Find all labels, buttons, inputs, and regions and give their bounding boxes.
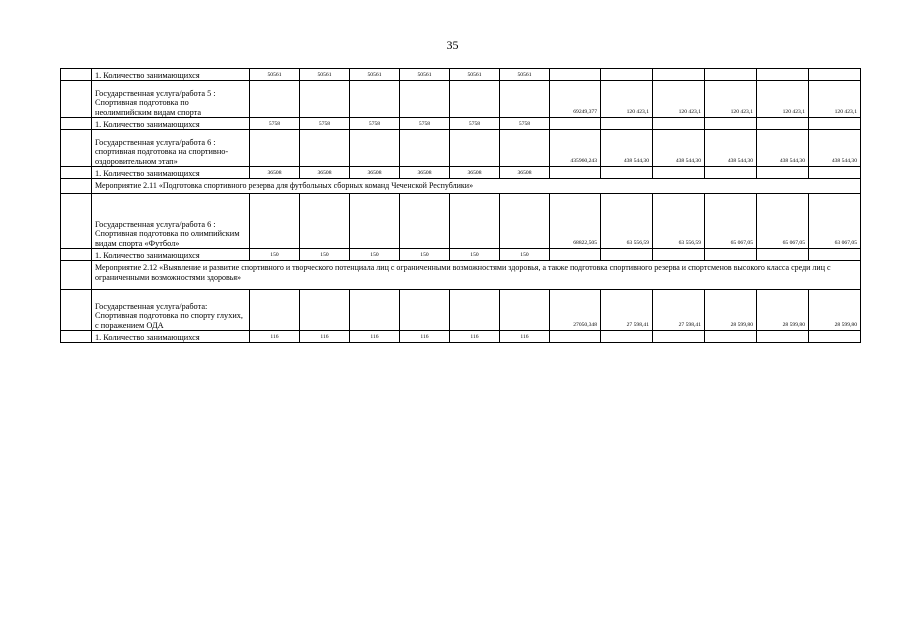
empty-cell <box>809 331 861 343</box>
participant-count-cell: 36508 <box>350 167 400 179</box>
participant-count-cell: 116 <box>250 331 300 343</box>
funding-amount-cell: 120 423,1 <box>809 81 861 118</box>
participant-count-cell: 36508 <box>500 167 550 179</box>
empty-cell <box>601 249 653 261</box>
empty-cell <box>705 249 757 261</box>
empty-cell <box>400 290 450 331</box>
funding-amount-cell: 438 544,30 <box>809 130 861 167</box>
funding-amount-cell: 28 599,80 <box>809 290 861 331</box>
row-index-cell <box>61 167 92 179</box>
funding-amount-cell: 438 544,30 <box>757 130 809 167</box>
participant-count-cell: 150 <box>300 249 350 261</box>
participant-count-cell: 5758 <box>400 118 450 130</box>
empty-cell <box>500 194 550 249</box>
funding-amount-cell: 438 544,30 <box>601 130 653 167</box>
empty-cell <box>550 249 601 261</box>
empty-cell <box>400 130 450 167</box>
table-row <box>61 130 861 167</box>
funding-amount-cell: 63 556,59 <box>653 194 705 249</box>
funding-amount-cell: 120 423,1 <box>601 81 653 118</box>
funding-amount-cell: 120 423,1 <box>757 81 809 118</box>
row-index-cell <box>61 331 92 343</box>
participant-count-cell: 36508 <box>250 167 300 179</box>
row-index-cell <box>61 81 92 118</box>
funding-amount-cell: 63 556,59 <box>601 194 653 249</box>
row-index-cell <box>61 130 92 167</box>
participant-count-cell: 150 <box>350 249 400 261</box>
row-index-cell <box>61 179 92 194</box>
empty-cell <box>450 130 500 167</box>
participant-count-cell: 5758 <box>450 118 500 130</box>
participant-count-cell: 150 <box>500 249 550 261</box>
empty-cell <box>550 167 601 179</box>
empty-cell <box>757 69 809 81</box>
row-index-cell <box>61 290 92 331</box>
empty-cell <box>705 69 757 81</box>
participant-count-cell: 116 <box>350 331 400 343</box>
service-label-cell: Государственная услуга/работа 5 : Спортивная подготовка по неолимпийским видам спорта <box>92 81 250 118</box>
funding-amount-cell: 435960,243 <box>550 130 601 167</box>
table-row <box>61 69 861 81</box>
row-index-cell <box>61 194 92 249</box>
empty-cell <box>250 81 300 118</box>
participant-count-cell: 5758 <box>250 118 300 130</box>
event-title-cell: Мероприятие 2.12 «Выявление и развитие спортивного и творческого потенциала лиц с ограниченными возможностями здоровья, а также подготовка спортивного резерва и спортсменов высокого класса среди лиц с ограниченными возможностями здоровья» <box>92 261 861 290</box>
table-row <box>61 249 861 261</box>
participant-count-cell: 50561 <box>300 69 350 81</box>
funding-amount-cell: 438 544,30 <box>705 130 757 167</box>
empty-cell <box>601 167 653 179</box>
empty-cell <box>809 118 861 130</box>
empty-cell <box>601 118 653 130</box>
empty-cell <box>550 69 601 81</box>
page-number: 35 <box>446 38 459 52</box>
table-row <box>61 118 861 130</box>
empty-cell <box>250 194 300 249</box>
row-index-cell <box>61 249 92 261</box>
empty-cell <box>601 331 653 343</box>
participant-count-cell: 36508 <box>450 167 500 179</box>
table-row <box>61 81 861 118</box>
funding-amount-cell: 438 544,30 <box>653 130 705 167</box>
empty-cell <box>450 290 500 331</box>
empty-cell <box>300 290 350 331</box>
empty-cell <box>653 249 705 261</box>
participant-count-cell: 150 <box>250 249 300 261</box>
empty-cell <box>653 167 705 179</box>
funding-amount-cell: 68822,505 <box>550 194 601 249</box>
empty-cell <box>450 81 500 118</box>
funding-amount-cell: 28 599,80 <box>705 290 757 331</box>
funding-amount-cell: 65 067,05 <box>705 194 757 249</box>
empty-cell <box>250 290 300 331</box>
participant-count-cell: 150 <box>450 249 500 261</box>
empty-cell <box>550 118 601 130</box>
empty-cell <box>705 331 757 343</box>
empty-cell <box>757 331 809 343</box>
count-label-cell: 1. Количество занимающихся <box>92 118 250 130</box>
row-index-cell <box>61 261 92 290</box>
count-label-cell: 1. Количество занимающихся <box>92 167 250 179</box>
empty-cell <box>601 69 653 81</box>
participant-count-cell: 116 <box>500 331 550 343</box>
empty-cell <box>653 118 705 130</box>
service-label-cell: Государственная услуга/работа 6 : спортивная подготовка на спортивно-оздоровительном этап» <box>92 130 250 167</box>
table-row <box>61 194 861 249</box>
funding-amount-cell: 28 599,80 <box>757 290 809 331</box>
participant-count-cell: 5758 <box>350 118 400 130</box>
empty-cell <box>500 130 550 167</box>
empty-cell <box>400 194 450 249</box>
participant-count-cell: 116 <box>400 331 450 343</box>
empty-cell <box>757 249 809 261</box>
participant-count-cell: 50561 <box>450 69 500 81</box>
funding-amount-cell: 27 598,41 <box>601 290 653 331</box>
empty-cell <box>300 130 350 167</box>
empty-cell <box>757 167 809 179</box>
funding-amount-cell: 69249,377 <box>550 81 601 118</box>
participant-count-cell: 50561 <box>400 69 450 81</box>
participant-count-cell: 5758 <box>500 118 550 130</box>
empty-cell <box>653 69 705 81</box>
empty-cell <box>809 249 861 261</box>
service-label-cell: Государственная услуга/работа: Спортивная подготовка по спорту глухих, с поражением ОДА <box>92 290 250 331</box>
count-label-cell: 1. Количество занимающихся <box>92 69 250 81</box>
empty-cell <box>350 290 400 331</box>
empty-cell <box>705 167 757 179</box>
table-row <box>61 261 861 290</box>
table-row <box>61 167 861 179</box>
row-index-cell <box>61 69 92 81</box>
empty-cell <box>300 81 350 118</box>
empty-cell <box>400 81 450 118</box>
count-label-cell: 1. Количество занимающихся <box>92 249 250 261</box>
count-label-cell: 1. Количество занимающихся <box>92 331 250 343</box>
participant-count-cell: 116 <box>450 331 500 343</box>
participant-count-cell: 150 <box>400 249 450 261</box>
empty-cell <box>653 331 705 343</box>
participant-count-cell: 50561 <box>250 69 300 81</box>
funding-amount-cell: 63 067,05 <box>809 194 861 249</box>
participant-count-cell: 50561 <box>500 69 550 81</box>
participant-count-cell: 36508 <box>300 167 350 179</box>
empty-cell <box>809 69 861 81</box>
empty-cell <box>450 194 500 249</box>
event-title-cell: Мероприятие 2.11 «Подготовка спортивного резерва для футбольных сборных команд Чеченской Республики» <box>92 179 861 194</box>
program-table <box>60 68 861 343</box>
funding-amount-cell: 120 423,1 <box>705 81 757 118</box>
table-row <box>61 179 861 194</box>
empty-cell <box>705 118 757 130</box>
participant-count-cell: 50561 <box>350 69 400 81</box>
participant-count-cell: 116 <box>300 331 350 343</box>
empty-cell <box>350 194 400 249</box>
funding-amount-cell: 27050,348 <box>550 290 601 331</box>
empty-cell <box>550 331 601 343</box>
empty-cell <box>350 130 400 167</box>
service-label-cell: Государственная услуга/работа 6 : Спортивная подготовка по олимпийским видам спорта «Футбол» <box>92 194 250 249</box>
empty-cell <box>250 130 300 167</box>
table-row <box>61 290 861 331</box>
funding-amount-cell: 120 423,1 <box>653 81 705 118</box>
row-index-cell <box>61 118 92 130</box>
empty-cell <box>500 81 550 118</box>
empty-cell <box>350 81 400 118</box>
funding-amount-cell: 65 067,05 <box>757 194 809 249</box>
empty-cell <box>300 194 350 249</box>
participant-count-cell: 36508 <box>400 167 450 179</box>
empty-cell <box>809 167 861 179</box>
empty-cell <box>757 118 809 130</box>
funding-amount-cell: 27 598,41 <box>653 290 705 331</box>
table-row <box>61 331 861 343</box>
participant-count-cell: 5758 <box>300 118 350 130</box>
empty-cell <box>500 290 550 331</box>
